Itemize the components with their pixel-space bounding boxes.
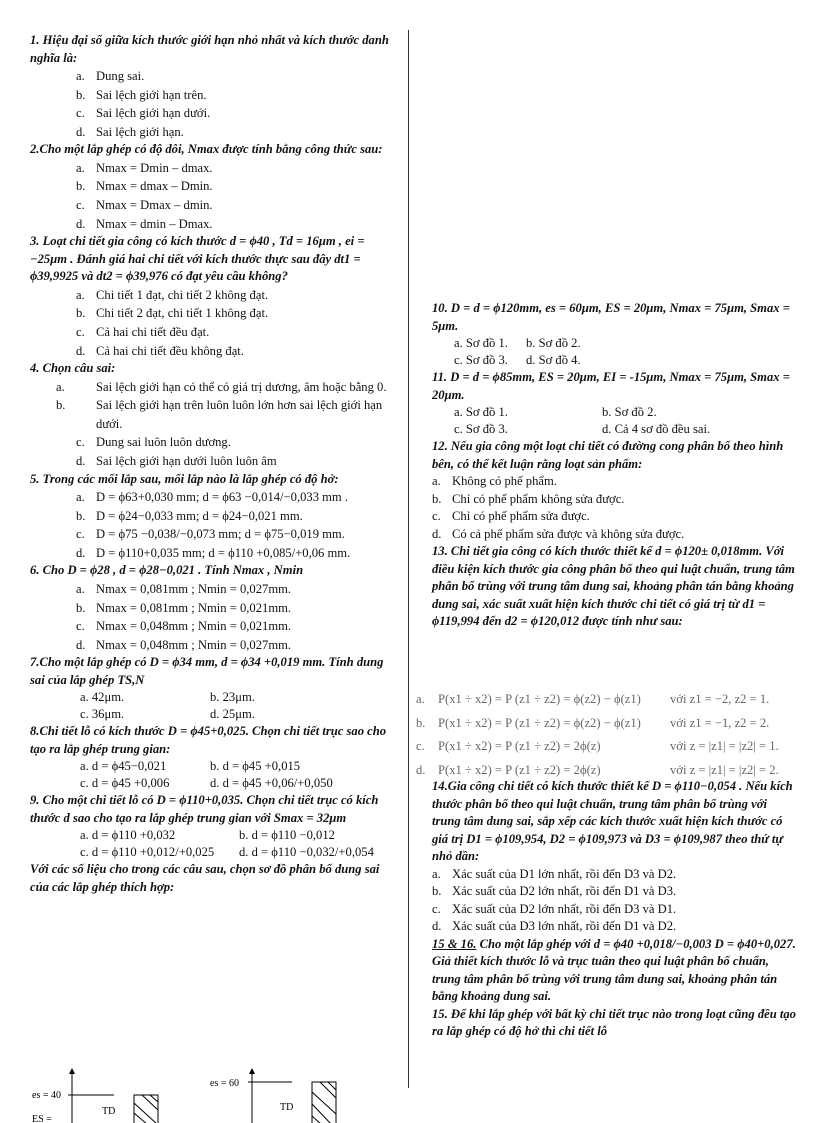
- option-text: Xác suất của D3 lớn nhất, rồi đến D1 và D2.: [452, 919, 677, 933]
- answer-option-row: [30, 775, 398, 792]
- option-text: Nmax = 0,048mm ; Nmin = 0,027mm.: [96, 637, 292, 652]
- option-key: c.: [432, 901, 441, 916]
- option-text: Cả hai chi tiết đều không đạt.: [96, 343, 244, 358]
- question-body: Với các số liệu cho trong các câu sau, chọn sơ đồ phân bố dung sai của các lắp ghép thích hợp:: [30, 862, 380, 894]
- formula-rhs: với z1 = −2, z2 = 1.: [670, 692, 770, 706]
- answer-option: [30, 323, 398, 342]
- answer-option: b. d = ϕ45 +0,015: [210, 759, 301, 774]
- answer-option: c. d = ϕ110 +0,012/+0,025: [80, 845, 215, 860]
- answer-option-row: [30, 827, 398, 844]
- answer-option: [30, 67, 398, 86]
- question-text: [432, 778, 798, 866]
- answer-option: [432, 508, 798, 526]
- td-label-1: TD: [102, 1106, 116, 1117]
- answer-option: [30, 342, 398, 361]
- answer-option: [432, 918, 798, 936]
- question-text: [30, 723, 398, 758]
- formula-row: [416, 712, 814, 736]
- formula-key: b.: [416, 715, 426, 730]
- answer-option: d. d = ϕ45 +0,06/+0,050: [210, 776, 333, 791]
- option-text: Chỉ có phế phẩm sửa được.: [452, 509, 590, 523]
- question-body: 6. Cho D = ϕ28 , d = ϕ28−0,021 . Tính Nmax , Nmin: [30, 563, 304, 578]
- question-text: [30, 360, 398, 378]
- answer-option: b. d = ϕ110 −0,012: [239, 828, 335, 843]
- formula-rhs: với z = |z1| = |z2| = 1.: [670, 739, 779, 753]
- question-text: [30, 792, 398, 827]
- option-key: b.: [432, 491, 442, 506]
- answer-option: [30, 580, 398, 599]
- answer-option: d. d = ϕ110 −0,032/+0,054: [239, 845, 374, 860]
- answer-option: [432, 526, 798, 544]
- option-key: d.: [76, 216, 86, 231]
- answer-option: a. d = ϕ110 +0,032: [80, 828, 176, 843]
- question-body: Cho một lắp ghép với d = ϕ40 +0,018/−0,003 D = ϕ40+0,027. Giả thiết kích thước lỗ và trục tuân theo qui luật phân bố chuẩn, trung tâm phân bố trùng với trung tâm dung sai, khoảng phân tán bằng khoảng dung sai.: [432, 936, 796, 1003]
- option-text: Nmax = 0,081mm ; Nmin = 0,027mm.: [96, 581, 292, 596]
- question-text: [432, 300, 798, 335]
- right-column-top: [432, 300, 798, 631]
- option-text: Chi tiết 2 đạt, chi tiết 1 không đạt.: [96, 306, 269, 321]
- answer-option: a. Sơ đồ 1.: [454, 405, 508, 419]
- formula-options: [416, 688, 814, 782]
- option-text: Nmax = 0,081mm ; Nmin = 0,021mm.: [96, 600, 292, 615]
- option-key: b.: [56, 398, 66, 413]
- option-key: d.: [432, 919, 442, 933]
- option-text: Nmax = dmax – Dmin.: [96, 179, 213, 194]
- option-text: Sai lệch giới hạn.: [96, 124, 184, 139]
- formula-rhs: với z = |z1| = |z2| = 2.: [670, 762, 779, 777]
- answer-option: [30, 544, 398, 563]
- answer-option: [30, 86, 398, 105]
- question-body: 15. Để khi lắp ghép với bất kỳ chi tiết trục nào trong loạt cũng đều tạo ra lắp ghép có độ hở thì chi tiết lỗ: [432, 1006, 796, 1038]
- option-key: a.: [76, 160, 85, 175]
- left-column: [30, 32, 398, 896]
- option-text: Không có phế phẩm.: [452, 474, 557, 488]
- formula-row: [416, 735, 814, 759]
- option-text: D = ϕ110+0,035 mm; d = ϕ110 +0,085/+0,06 mm.: [96, 545, 351, 560]
- option-key: d.: [432, 526, 442, 541]
- option-text: Sai lệch giới hạn có thể có giá trị dương, âm hoặc bằng 0.: [96, 379, 387, 394]
- ES-label-1: ES =: [32, 1114, 52, 1123]
- answer-option: [30, 507, 398, 526]
- option-key: c.: [76, 324, 85, 339]
- option-text: Nmax = 0,048mm ; Nmin = 0,021mm.: [96, 619, 292, 634]
- answer-option: [432, 866, 798, 884]
- option-key: b.: [76, 600, 86, 615]
- question-text: [30, 32, 398, 67]
- option-text: Chi tiết 1 đạt, chi tiết 2 không đạt.: [96, 287, 269, 302]
- question-text: [30, 233, 398, 286]
- answer-option-row: [432, 404, 798, 421]
- option-text: Có cả phế phẩm sửa được và không sửa được.: [452, 526, 685, 541]
- answer-option: [30, 215, 398, 234]
- option-key: d.: [76, 343, 86, 358]
- option-text: D = ϕ75 −0,038/−0,073 mm; d = ϕ75−0,019 mm.: [96, 527, 345, 542]
- question-body: 10. D = d = ϕ120mm, es = 60μm, ES = 20μm, Nmax = 75μm, Smax = 5μm.: [432, 301, 790, 333]
- question-body: 4. Chọn câu sai:: [30, 361, 116, 376]
- answer-option: [30, 104, 398, 123]
- option-key: b.: [76, 179, 86, 194]
- answer-option: c. d = ϕ45 +0,006: [80, 776, 170, 791]
- answer-option: b. 23μm.: [210, 690, 255, 705]
- right-column-bottom: [432, 778, 798, 1041]
- option-key: a.: [76, 490, 85, 505]
- option-key: c.: [76, 106, 85, 121]
- answer-option: a. 42μm.: [80, 690, 125, 705]
- answer-option: c. Sơ đồ 3.: [454, 353, 508, 367]
- formula-lhs: P(x1 ÷ x2) = P (z1 ÷ z2) = ϕ(z2) − ϕ(z1): [438, 715, 641, 730]
- answer-option: c. 36μm.: [80, 707, 125, 722]
- answer-option: b. Sơ đồ 2.: [602, 405, 657, 419]
- answer-option-row: [432, 421, 798, 438]
- tolerance-diagram: [30, 1068, 400, 1123]
- formula-row: [416, 688, 814, 712]
- option-key: d.: [76, 545, 86, 560]
- formula-key: d.: [416, 762, 426, 777]
- option-text: Sai lệch giới hạn trên luôn luôn lớn hơn sai lệch giới hạn dưới.: [96, 398, 383, 431]
- option-key: a.: [56, 379, 65, 394]
- option-key: d.: [76, 124, 86, 139]
- es-label-1: es = 40: [32, 1090, 61, 1101]
- option-text: Xác suất của D2 lớn nhất, rồi đến D3 và D1.: [452, 901, 677, 916]
- question-body: 13. Chi tiết gia công có kích thước thiết kế d = ϕ120± 0,018mm. Với điều kiện kích thước gia công phân bố theo qui luật chuẩn, trung tâm phân bố trùng với trung tâm dung sai, khoảng phân tán bằng khoảng dung sai, xác suất xuất hiện kích thước chi tiết có giá trị từ d1 = ϕ119,994 đến d2 = ϕ120,012 được tính như sau:: [432, 544, 795, 628]
- answer-option: b. Sơ đồ 2.: [526, 336, 581, 350]
- answer-option: [30, 159, 398, 178]
- option-text: Chỉ có phế phẩm không sửa được.: [452, 491, 625, 506]
- answer-option-row: [432, 335, 798, 352]
- answer-option: [432, 901, 798, 919]
- question-text: [30, 141, 398, 159]
- formula-lhs: P(x1 ÷ x2) = P (z1 ÷ z2) = 2ϕ(z): [438, 739, 601, 753]
- answer-option: [30, 378, 398, 397]
- answer-option: [432, 883, 798, 901]
- option-key: c.: [76, 619, 85, 634]
- answer-option-row: [30, 844, 398, 861]
- answer-option: a. d = ϕ45−0,021: [80, 759, 167, 774]
- column-divider: [408, 30, 409, 1088]
- option-key: c.: [432, 509, 441, 523]
- answer-option-row: [432, 352, 798, 369]
- option-key: a.: [432, 474, 441, 488]
- formula-rhs: với z1 = −1, z2 = 2.: [670, 715, 770, 730]
- answer-option: [30, 617, 398, 636]
- question-body: 14.Gia công chi tiết có kích thước thiết kế D = ϕ110−0,054 . Nếu kích thước phân bố theo qui luật chuẩn, trung tâm phân bố trùng với trung tâm dung sai, sắp xếp các kích thước xuất hiện kích thước có giá trị D1 = ϕ109,954, D2 = ϕ109,973 và D3 = ϕ109,987 theo thứ tự nhỏ dần:: [432, 779, 793, 863]
- answer-option: d. Cả 4 sơ đồ đều sai.: [602, 422, 711, 436]
- option-text: Nmax = Dmax – dmin.: [96, 198, 213, 213]
- answer-option: d. Sơ đồ 4.: [526, 353, 581, 367]
- option-text: Nmax = Dmin – dmax.: [96, 160, 213, 175]
- question-body: 9. Cho một chi tiết lỗ có D = ϕ110+0,035. Chọn chi tiết trục có kích thước d sao cho tạo ra lắp ghép trung gian với Smax = 32μm: [30, 793, 379, 825]
- question-text: [30, 562, 398, 580]
- question-number: 15 & 16.: [432, 936, 477, 951]
- formula-key: c.: [416, 739, 425, 753]
- option-key: b.: [76, 508, 86, 523]
- question-body: 11. D = d = ϕ85mm, ES = 20μm, EI = -15μm, Nmax = 75μm, Smax = 20μm.: [432, 370, 790, 402]
- answer-option: d. 25μm.: [210, 707, 255, 722]
- question-body: 7.Cho một lắp ghép có D = ϕ34 mm, d = ϕ34 +0,019 mm. Tính dung sai của lắp ghép TS,N: [30, 655, 384, 687]
- option-text: Dung sai luôn luôn dương.: [96, 435, 231, 450]
- answer-option: [30, 452, 398, 471]
- answer-option: [432, 473, 798, 491]
- question-body: 5. Trong các mối lắp sau, mối lắp nào là lắp ghép có độ hở:: [30, 471, 339, 486]
- option-key: c.: [76, 198, 85, 213]
- answer-option: a. Sơ đồ 1.: [454, 336, 508, 350]
- question-body: 2.Cho một lắp ghép có độ dôi, Nmax được tính bằng công thức sau:: [30, 142, 383, 157]
- answer-option-row: [30, 706, 398, 723]
- answer-option: [30, 488, 398, 507]
- answer-option: c. Sơ đồ 3.: [454, 422, 508, 436]
- answer-option: [432, 491, 798, 509]
- answer-option: [30, 123, 398, 142]
- option-key: d.: [76, 637, 86, 652]
- question-text: [432, 1006, 798, 1041]
- option-text: Sai lệch giới hạn dưới.: [96, 106, 211, 121]
- option-key: a.: [76, 581, 85, 596]
- option-key: a.: [76, 287, 85, 302]
- question-text: [432, 543, 798, 631]
- formula-key: a.: [416, 692, 425, 706]
- option-text: Xác suất của D2 lớn nhất, rồi đến D1 và D3.: [452, 884, 677, 898]
- option-key: b.: [76, 87, 86, 102]
- option-key: b.: [432, 884, 442, 898]
- question-body: 1. Hiệu đại số giữa kích thước giới hạn nhỏ nhất và kích thước danh nghĩa là:: [30, 33, 389, 65]
- answer-option: [30, 304, 398, 323]
- question-body: 3. Loạt chi tiết gia công có kích thước d = ϕ40 , Td = 16μm , ei = −25μm . Đánh giá hai chi tiết với kích thước thực sau đây dt1 = ϕ39,9925 và dt2 = ϕ39,976 có đạt yêu cầu không?: [30, 234, 365, 284]
- answer-option-row: [30, 758, 398, 775]
- question-text: [432, 438, 798, 473]
- answer-option: [30, 286, 398, 305]
- option-key: d.: [76, 454, 86, 468]
- option-key: a.: [432, 866, 441, 881]
- question-text: [30, 861, 398, 896]
- question-body: 12. Nếu gia công một loạt chi tiết có đường cong phân bố theo hình bên, có thể kết luận rằng loạt sản phẩm:: [432, 439, 784, 471]
- question-text: [30, 471, 398, 489]
- option-key: c.: [76, 435, 85, 450]
- option-text: Nmax = dmin – Dmax.: [96, 216, 213, 231]
- question-text: [432, 369, 798, 404]
- formula-lhs: P(x1 ÷ x2) = P (z1 ÷ z2) = ϕ(z2) − ϕ(z1): [438, 692, 641, 706]
- es-label-2: es = 60: [210, 1078, 239, 1089]
- option-text: Sai lệch giới hạn dưới luôn luôn âm: [96, 454, 277, 468]
- answer-option-row: [30, 689, 398, 706]
- option-text: Cả hai chi tiết đều đạt.: [96, 324, 210, 339]
- formula-lhs: P(x1 ÷ x2) = P (z1 ÷ z2) = 2ϕ(z): [438, 762, 601, 777]
- question-body: 8.Chi tiết lỗ có kích thước D = ϕ45+0,025. Chọn chi tiết trục sao cho tạo ra lắp ghép trung gian:: [30, 724, 387, 756]
- right-column: [432, 300, 798, 631]
- answer-option: [30, 177, 398, 196]
- option-text: D = ϕ24−0,033 mm; d = ϕ24−0,021 mm.: [96, 508, 303, 523]
- td-label-2: TD: [280, 1102, 294, 1113]
- option-text: D = ϕ63+0,030 mm; d = ϕ63 −0,014/−0,033 mm .: [96, 490, 349, 505]
- answer-option: [30, 599, 398, 618]
- option-key: a.: [76, 69, 85, 83]
- option-text: Xác suất của D1 lớn nhất, rồi đến D3 và D2.: [452, 866, 677, 881]
- question-text: [432, 936, 798, 1006]
- answer-option: [30, 433, 398, 452]
- option-key: c.: [76, 527, 85, 542]
- answer-option: [30, 525, 398, 544]
- answer-option: [30, 196, 398, 215]
- option-key: b.: [76, 306, 86, 321]
- answer-option: [30, 396, 398, 433]
- option-text: Dung sai.: [96, 69, 145, 83]
- question-text: [30, 654, 398, 689]
- option-text: Sai lệch giới hạn trên.: [96, 87, 207, 102]
- answer-option: [30, 636, 398, 655]
